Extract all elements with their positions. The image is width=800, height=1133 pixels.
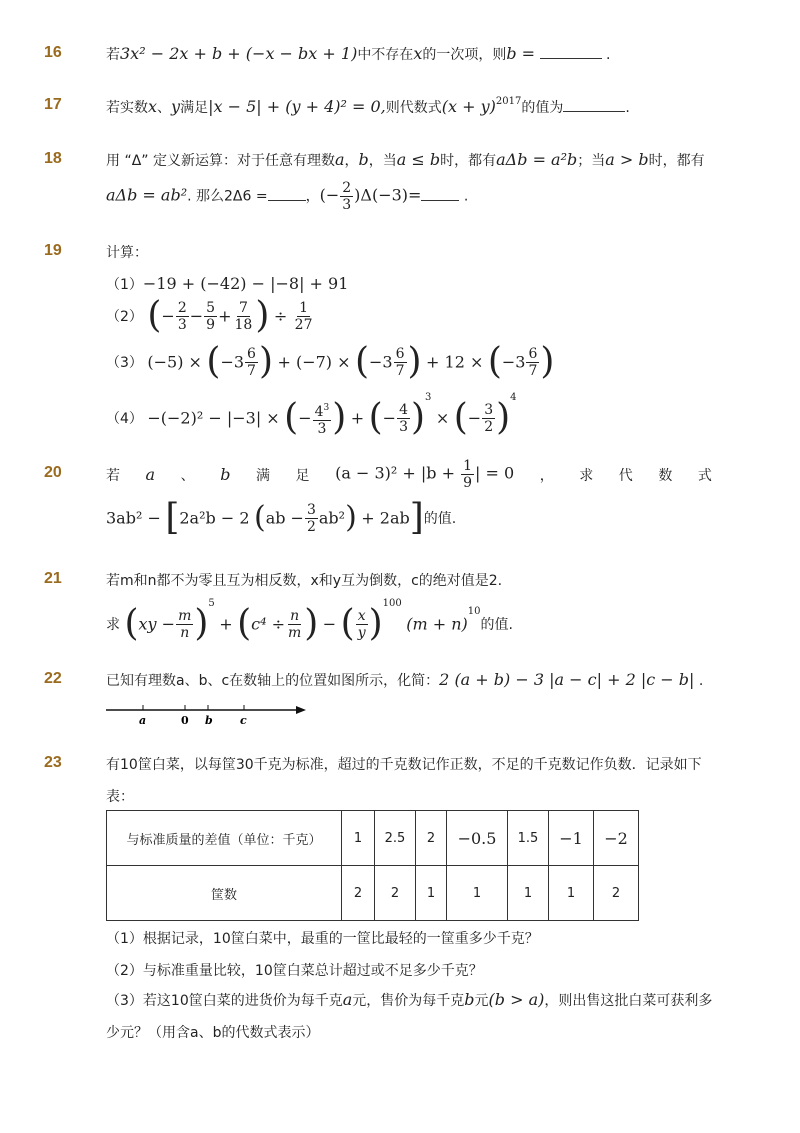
question-number: 19 bbox=[44, 242, 62, 259]
question-number: 20 bbox=[44, 464, 62, 481]
subpart-2: （2）与标准重量比较，10筐白菜总计超过或不足多少千克？ bbox=[106, 963, 483, 979]
condition: (a − 3)² + |b + $\frac{1}{9}$ | = 0 bbox=[335, 458, 515, 491]
axis-label-a: a bbox=[139, 714, 147, 727]
axis-label-zero: 0 bbox=[181, 714, 189, 727]
part-2: （2） (− $\frac{2}{3}$ − $\frac{5}{9}$ + $\frac{7}{18}$ ) ÷ $\frac{1}{27}$ bbox=[106, 295, 313, 336]
subpart-1: （1）根据记录，10筐白菜中，最重的一筐比最轻的一筐重多少千克？ bbox=[106, 931, 539, 947]
question-number: 22 bbox=[44, 670, 62, 687]
question-number: 16 bbox=[44, 44, 62, 61]
answer-blank-2[interactable] bbox=[421, 186, 459, 201]
row-header: 筐数 bbox=[107, 866, 342, 921]
subpart-3: （3）若这10筐白菜的进货价为每千克a元，售价为每千克b元(b > a)，则出售这批白菜可获利多 bbox=[106, 990, 713, 1009]
fraction: $\frac{2}{3}$ bbox=[342, 180, 352, 213]
question-number: 18 bbox=[44, 150, 62, 167]
question-line-2: aΔb = ab². 那么2Δ6 = ，(− $\frac{2}{3}$ )Δ(−3)= . bbox=[106, 180, 469, 213]
question-line-1: 若 a 、 b 满 足 (a − 3)² + |b + $\frac{1}{9}$ | = 0 ， 求 代 数 式 bbox=[106, 458, 712, 491]
number-line-figure bbox=[106, 700, 316, 730]
subpart-3-cont: 少元？（用含a、b的代数式表示） bbox=[106, 1025, 320, 1041]
row-header: 与标准质量的差值（单位：千克） bbox=[107, 811, 342, 866]
question-line-1: 有10筐白菜，以每筐30千克为标准，超过的千克数记作正数，不足的千克数记作负数．记录如下 bbox=[106, 757, 702, 773]
axis-label-b: b bbox=[205, 714, 213, 727]
answer-blank[interactable] bbox=[540, 44, 602, 59]
table-row: 筐数 2 2 1 1 1 1 2 bbox=[107, 866, 639, 921]
part-1: （1）−19 + (−42) − |−8| + 91 bbox=[106, 274, 349, 293]
question-text: 已知有理数a、b、c在数轴上的位置如图所示，化简：2 (a + b) − 3 |a − c| + 2 |c − b| . bbox=[106, 670, 704, 689]
data-table bbox=[106, 810, 639, 921]
question-line-2: 求 (xy − $\frac{m}{n}$ )$^5$ + (c⁴ ÷ $\frac{n}{m}$ ) − ( $\frac{x}{y}$ )$^{100}$ $(m + n)^{10}$的值. bbox=[106, 598, 513, 644]
question-title: 计算： bbox=[106, 245, 148, 261]
question-number: 21 bbox=[44, 570, 62, 587]
question-line-2: 3ab² − [2a²b − 2 (ab − $\frac{3}{2}$ ab²) + 2ab]的值. bbox=[106, 497, 457, 538]
part-4: （4） −(−2)² − |−3| × (− $\frac{4^3}{3}$ ) + (− $\frac{4}{3}$ )$^3$ × (− $\frac{3}{2}$ )$^4$ bbox=[106, 392, 517, 438]
question-text: 若实数x、y满足|x − 5| + (y + 4)² = 0,则代数式$(x + y)^{2017}$的值为 . bbox=[106, 96, 630, 116]
answer-blank-1[interactable] bbox=[268, 186, 306, 201]
question-line-1: 用 “Δ” 定义新运算：对于任意有理数a，b，当a ≤ b时，都有aΔb = a²b；当a > b时，都有 bbox=[106, 150, 705, 169]
question-number: 23 bbox=[44, 754, 62, 771]
axis-label-c: c bbox=[240, 714, 247, 727]
part-3: （3） (−5) × (−3 $\frac{6}{7}$ ) + (−7) × (−3 $\frac{6}{7}$ ) + 12 × (−3 $\frac{6}{7}$ ) bbox=[106, 341, 555, 382]
answer-blank[interactable] bbox=[563, 97, 625, 112]
question-line-2: 表： bbox=[106, 789, 134, 805]
question-number: 17 bbox=[44, 96, 62, 113]
table-row: 与标准质量的差值（单位：千克） 1 2.5 2 −0.5 1.5 −1 −2 bbox=[107, 811, 639, 866]
question-line-1: 若m和n都不为零且互为相反数，x和y互为倒数，c的绝对值是2. bbox=[106, 573, 503, 589]
question-text: 若3x² − 2x + b + (−x − bx + 1)中不存在x的一次项，则b = . bbox=[106, 44, 611, 63]
